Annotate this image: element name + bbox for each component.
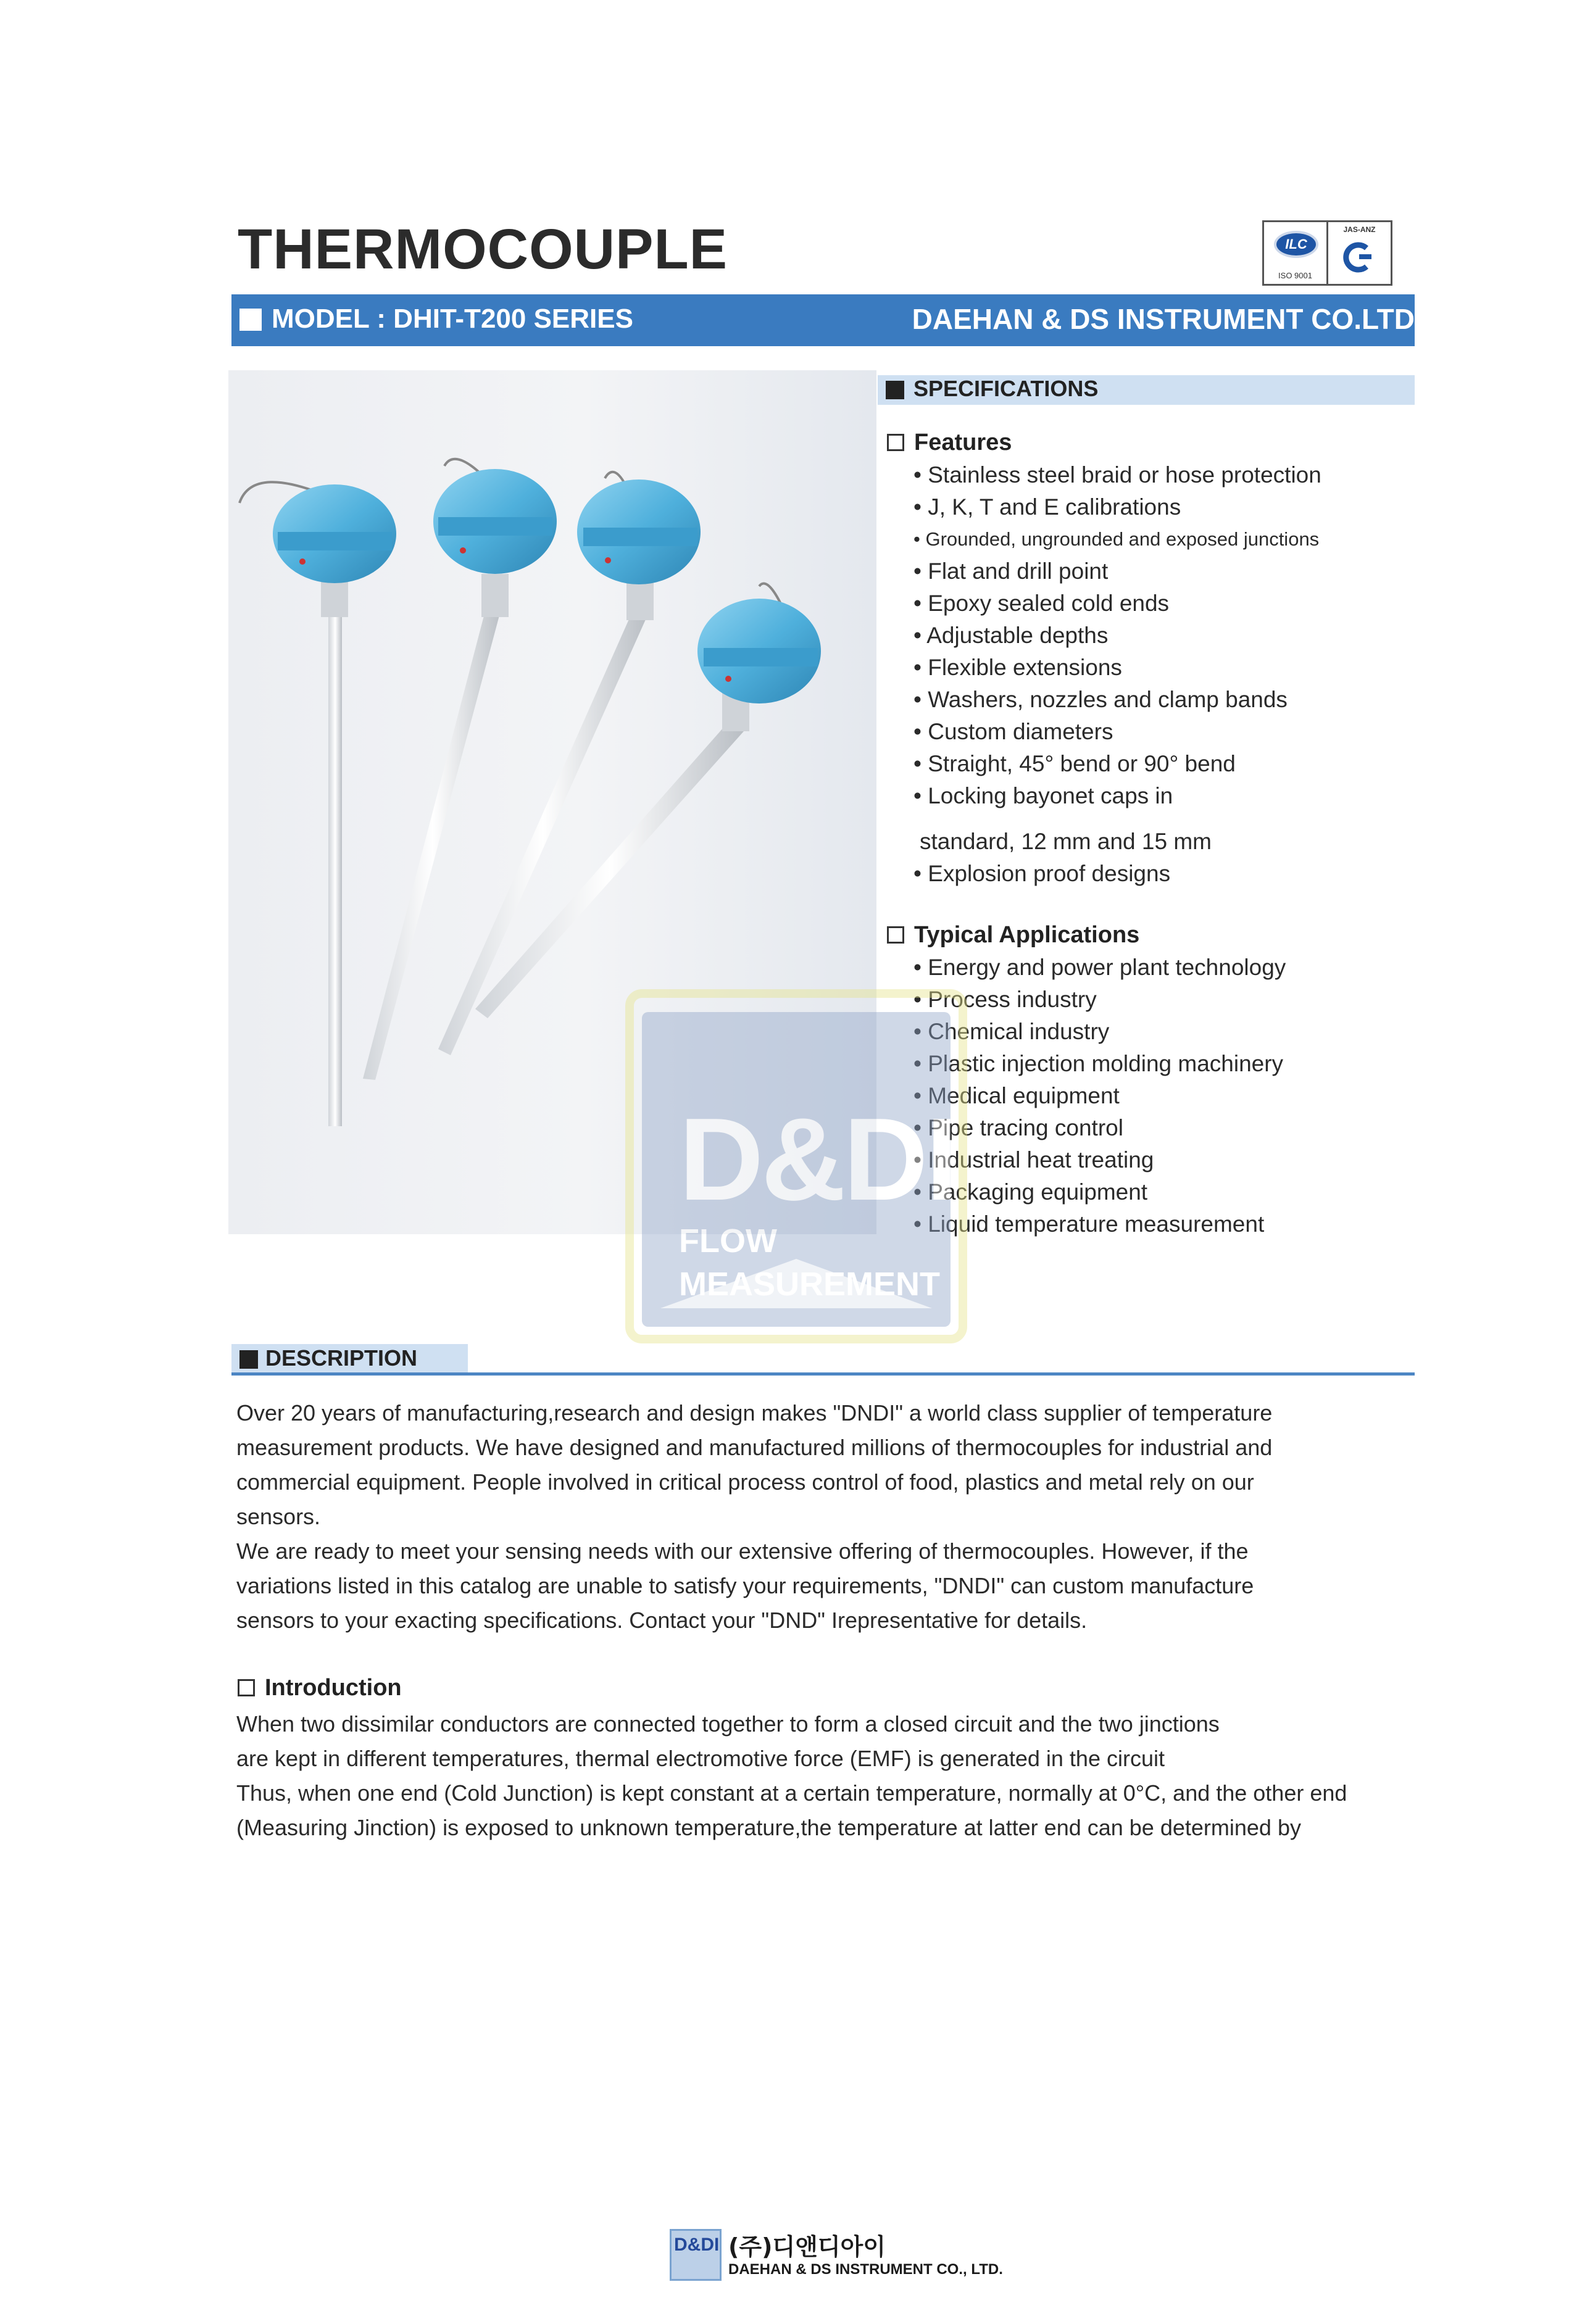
applications-heading	[887, 922, 1139, 948]
list-item: • Explosion proof designs	[913, 858, 1321, 890]
description-line: measurement products. We have designed and manufactured millions of thermocouples for industrial and	[236, 1435, 1273, 1460]
description-line: Over 20 years of manufacturing,research and design makes "DNDI" a world class supplier of temperature	[236, 1400, 1273, 1426]
introduction-line: (Measuring Jinction) is exposed to unknown temperature,the temperature at latter end can be determined by	[236, 1815, 1301, 1840]
watermark-brand: D&DI	[679, 1094, 956, 1225]
probe-2	[363, 459, 557, 1080]
iso-label: ISO 9001	[1278, 271, 1312, 280]
ilc-iso-mark	[1264, 222, 1326, 284]
description-divider	[231, 1372, 1415, 1376]
page-title: THERMOCOUPLE	[238, 218, 728, 281]
introduction-heading	[238, 1675, 402, 1701]
list-item: • Liquid temperature measurement	[913, 1208, 1286, 1240]
introduction-line: When two dissimilar conductors are connected together to form a closed circuit and the two jinctions	[236, 1711, 1220, 1737]
features-title: Features	[914, 430, 1012, 455]
description-line: commercial equipment. People involved in critical process control of food, plastics and metal rely on our	[236, 1469, 1254, 1495]
probe-1	[239, 482, 396, 1126]
introduction-line: Thus, when one end (Cold Junction) is kept constant at a certain temperature, normally at 0°C, and the other end	[236, 1780, 1347, 1806]
applications-list	[913, 952, 1286, 1240]
list-item: • Industrial heat treating	[913, 1144, 1286, 1176]
list-item: • Medical equipment	[913, 1080, 1286, 1112]
introduction-body	[236, 1707, 1397, 1845]
list-item: • Flat and drill point	[913, 555, 1321, 587]
list-item: • Process industry	[913, 984, 1286, 1016]
list-item: • Custom diameters	[913, 716, 1321, 748]
probe-4	[475, 584, 821, 1018]
list-item: • Flexible extensions	[913, 652, 1321, 684]
footer-logo	[670, 2229, 722, 2281]
square-bullet-icon	[239, 1350, 258, 1369]
watermark-line2: MEASUREMENT	[679, 1266, 941, 1303]
dndi-watermark-logo	[623, 987, 969, 1358]
iso-certification-logo	[1262, 220, 1392, 286]
list-item: • Stainless steel braid or hose protection	[913, 459, 1321, 491]
list-item-continuation: standard, 12 mm and 15 mm	[920, 829, 1212, 854]
footer-english-name: DAEHAN & DS INSTRUMENT CO., LTD.	[728, 2261, 1003, 2278]
introduction-title: Introduction	[265, 1675, 402, 1701]
list-item: • Packaging equipment	[913, 1176, 1286, 1208]
applications-title: Typical Applications	[914, 922, 1140, 948]
list-item: • Straight, 45° bend or 90° bend	[913, 748, 1321, 780]
jas-anz-icon	[1328, 222, 1390, 280]
list-item: • Washers, nozzles and clamp bands	[913, 684, 1321, 716]
jas-anz-mark	[1326, 222, 1391, 284]
list-item: • Plastic injection molding machinery	[913, 1048, 1286, 1080]
list-item: • Epoxy sealed cold ends	[913, 587, 1321, 620]
list-item: • Grounded, ungrounded and exposed junctions	[913, 523, 1321, 555]
watermark-line1: FLOW	[679, 1222, 777, 1260]
footer-logo-text: D&DI	[674, 2235, 720, 2255]
description-line: sensors.	[236, 1504, 321, 1529]
footer-korean-name: (주)디앤디아이	[728, 2233, 886, 2260]
list-item: • Adjustable depths	[913, 620, 1321, 652]
description-title: DESCRIPTION	[265, 1345, 418, 1371]
list-item: • Energy and power plant technology	[913, 952, 1286, 984]
square-bullet-icon	[239, 309, 262, 331]
jas-label: JAS-ANZ	[1343, 225, 1376, 234]
introduction-line: are kept in different temperatures, thermal electromotive force (EMF) is generated in the circuit	[236, 1746, 1165, 1771]
square-bullet-icon	[886, 381, 904, 399]
description-line: variations listed in this catalog are unable to satisfy your requirements, "DNDI" can custom manufacture	[236, 1573, 1254, 1598]
features-heading	[887, 430, 1012, 456]
company-name: DAEHAN & DS INSTRUMENT CO.LTD	[912, 303, 1415, 335]
checkbox-square-icon	[887, 926, 904, 944]
description-line: We are ready to meet your sensing needs with our extensive offering of thermocouples. However, if the	[236, 1538, 1249, 1564]
list-item: • Pipe tracing control	[913, 1112, 1286, 1144]
list-item: • Locking bayonet caps in	[913, 780, 1321, 812]
features-list	[913, 459, 1321, 890]
model-label: MODEL : DHIT-T200 SERIES	[272, 304, 633, 334]
checkbox-square-icon	[238, 1679, 255, 1696]
list-item: • Chemical industry	[913, 1016, 1286, 1048]
description-body	[236, 1396, 1397, 1638]
description-line: sensors to your exacting specifications. Contact your "DND" Irepresentative for details.	[236, 1608, 1088, 1633]
ilc-mark: ILC	[1274, 231, 1318, 258]
specifications-title: SPECIFICATIONS	[913, 376, 1099, 401]
checkbox-square-icon	[887, 434, 904, 451]
list-item: • J, K, T and E calibrations	[913, 491, 1321, 523]
